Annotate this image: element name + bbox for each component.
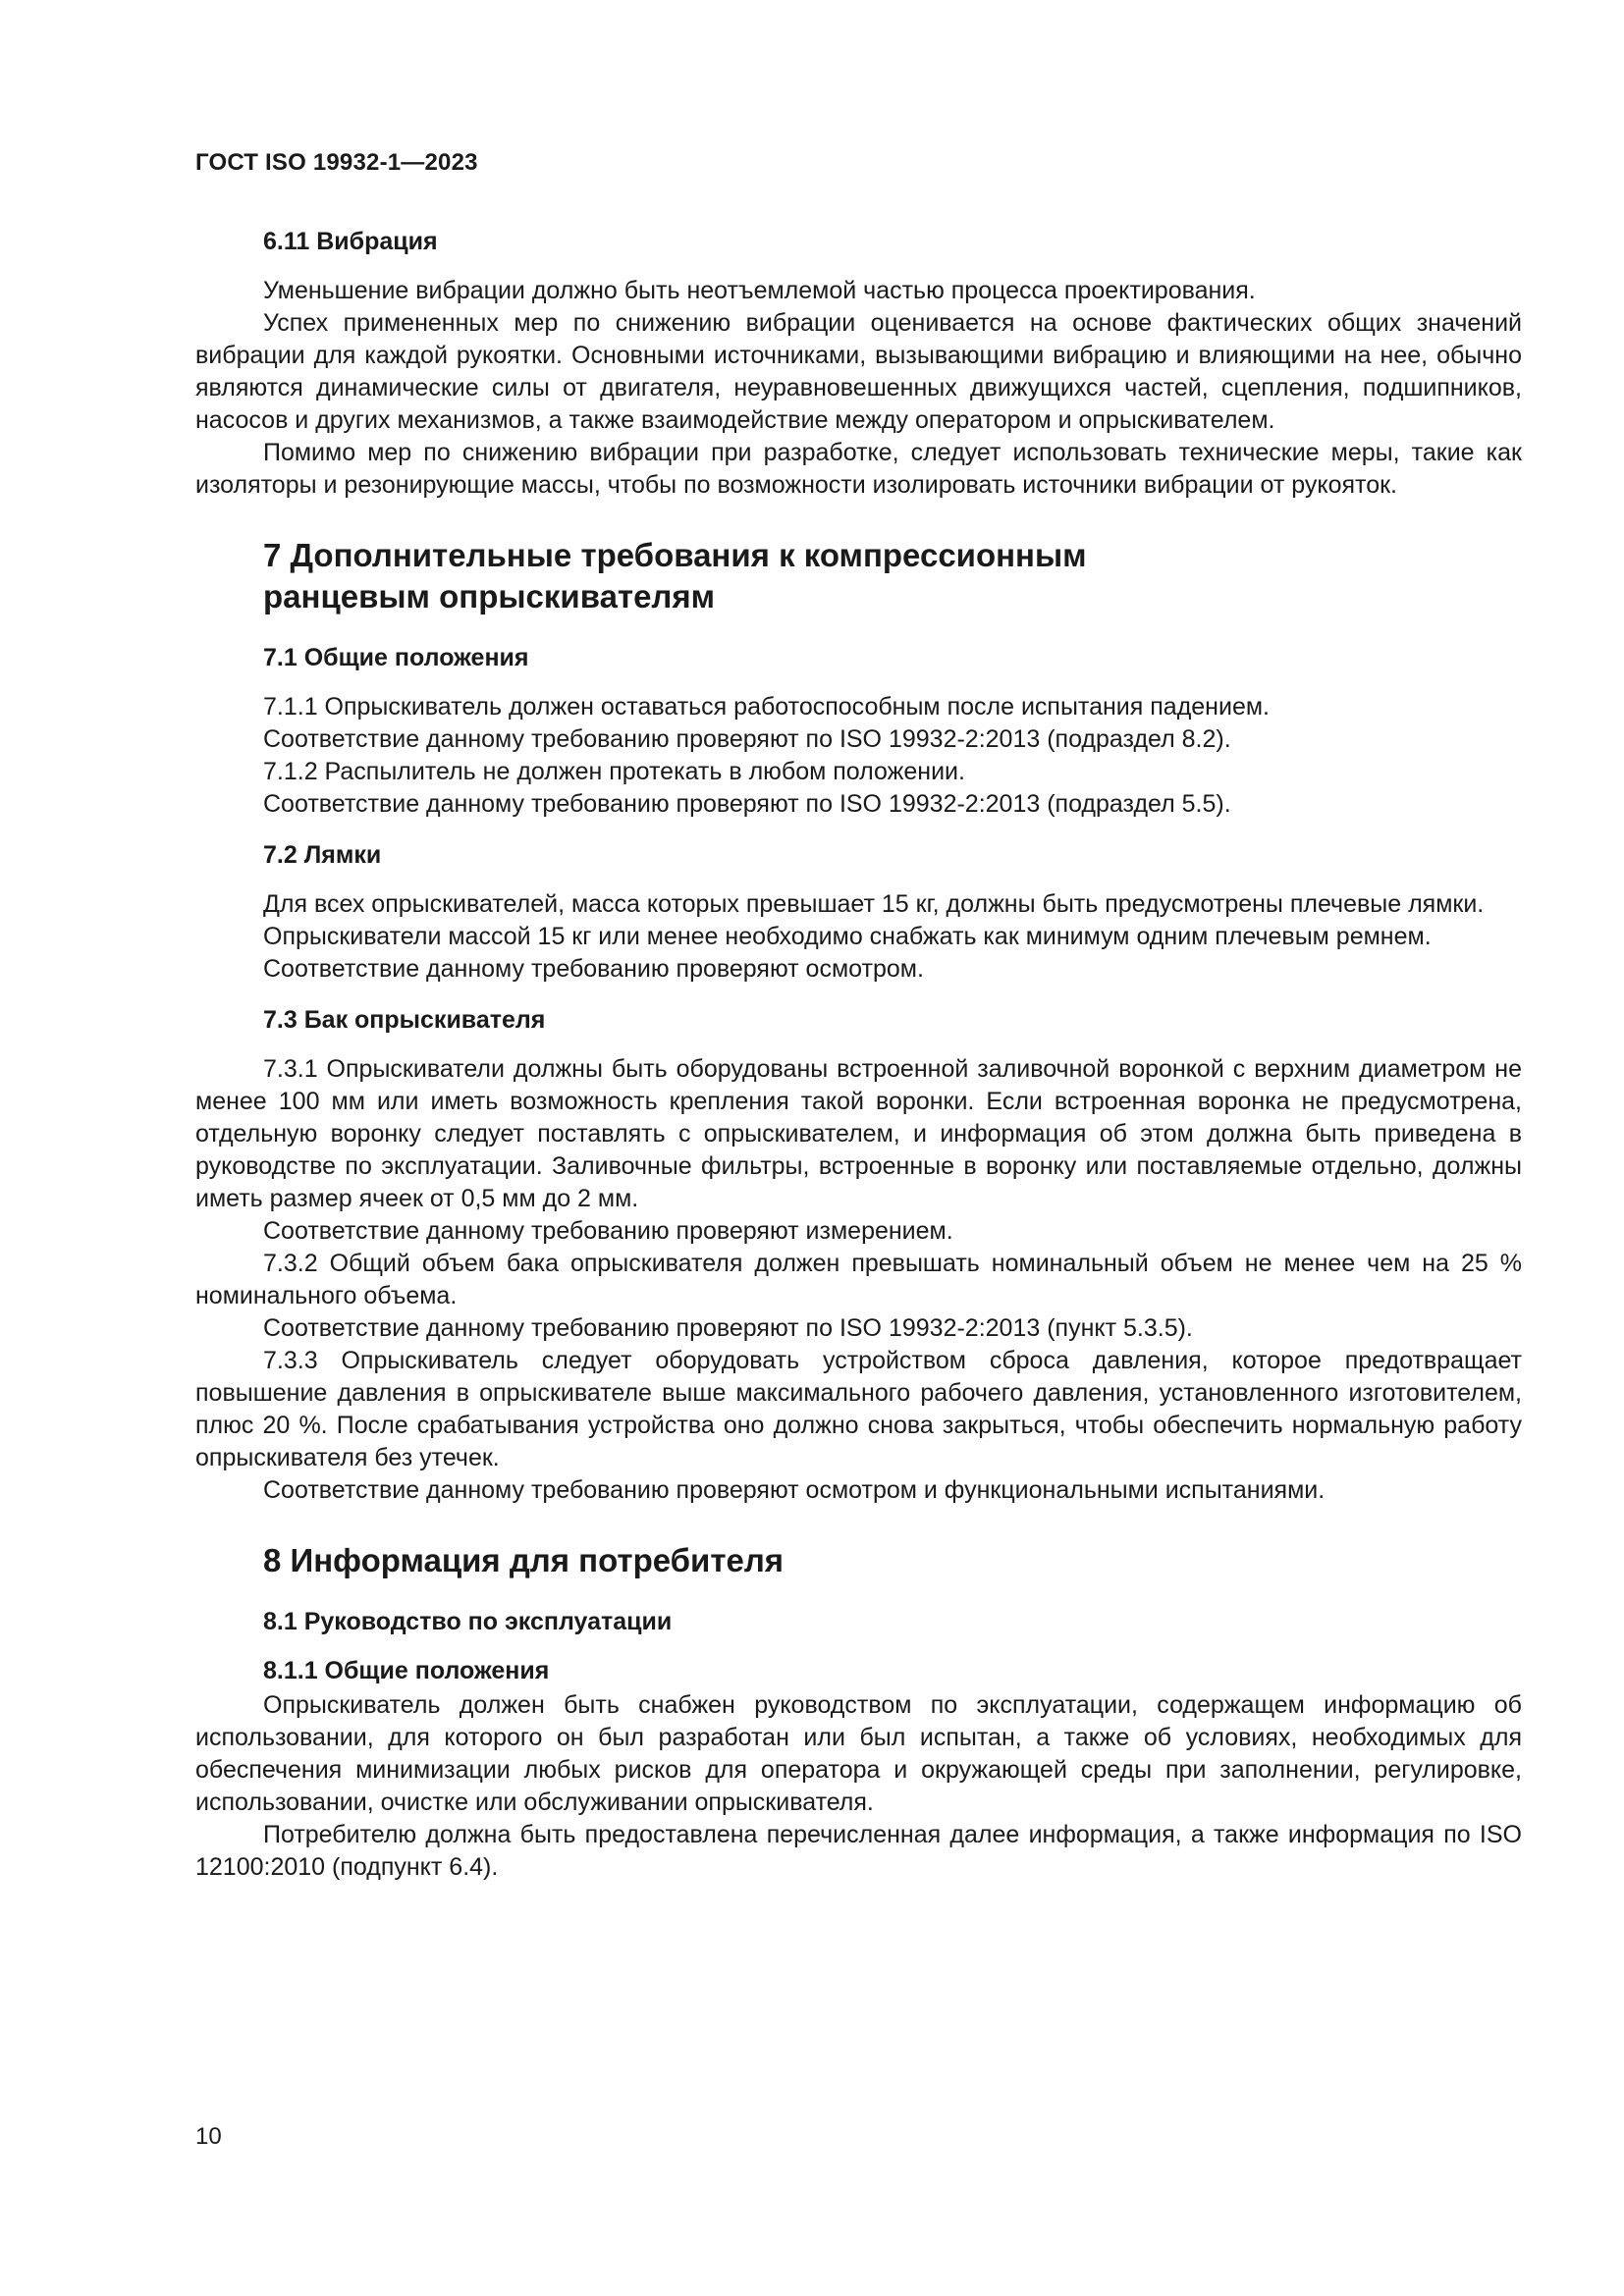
section-7-title [263,535,1522,617]
paragraph: 7.3.2 Общий объем бака опрыскивателя должен превышать номинальный объем не менее чем на 25 % номинального объема. [195,1250,1522,1309]
paragraph: Соответствие данному требованию проверяют осмотром и функциональными испытаниями. [263,1476,1326,1504]
page-number: 10 [195,2123,222,2150]
section-7-1-title: 7.1 Общие положения [263,644,529,671]
paragraph: 7.3.3 Опрыскиватель следует оборудовать устройством сброса давления, которое предотвращает повышение давления в опрыскивателе выше максимального рабочего давления, установленного изготовителем, плюс 20 %. После срабатывания устройства оно должно снова закрыться, чтобы обеспечить нормальную работу опрыскивателя без утечек. [195,1347,1522,1471]
paragraph: Соответствие данному требованию проверяют осмотром. [263,955,924,983]
paragraph: Соответствие данному требованию проверяют измерением. [263,1217,953,1245]
paragraph: Уменьшение вибрации должно быть неотъемлемой частью процесса проектирования. [263,277,1256,304]
paragraph: Соответствие данному требованию проверяют по ISO 19932-2:2013 (подраздел 5.5). [263,790,1231,818]
paragraph: Успех примененных мер по снижению вибрации оценивается на основе фактических общих значений вибрации для каждой рукоятки. Основными источниками, вызывающими вибрацию и влияющими на нее, обычно являются динамические силы от двигателя, неуравновешенных движущихся частей, сцепления, подшипников, насосов и других механизмов, а также взаимодействие между оператором и опрыскивателем. [195,309,1522,434]
paragraph: 7.3.1 Опрыскиватели должны быть оборудованы встроенной заливочной воронкой с верхним диаметром не менее 100 мм или иметь возможность крепления такой воронки. Если встроенная воронка не предусмотрена, отдельную воронку следует поставлять с опрыскивателем, и информация об этом должна быть приведена в руководстве по эксплуатации. Заливочные фильтры, встроенные в воронку или поставляемые отдельно, должны иметь размер ячеек от 0,5 мм до 2 мм. [195,1055,1522,1212]
section-8-1-title: 8.1 Руководство по эксплуатации [263,1608,673,1635]
paragraph: Опрыскиватель должен быть снабжен руководством по эксплуатации, содержащем информацию об использовании, для которого он был разработан или был испытан, а также об условиях, необходимых для обеспечения минимизации любых рисков для оператора и окружающей среды при заполнении, регулировке, использовании, очистке или обслуживании опрыскивателя. [195,1691,1522,1816]
paragraph: 7.1.2 Распылитель не должен протекать в любом положении. [263,758,965,785]
paragraph: Потребителю должна быть предоставлена перечисленная далее информация, а также информация по ISO 12100:2010 (подпункт 6.4). [195,1821,1522,1881]
section-7-title-line2: ранцевым опрыскивателям [263,578,716,614]
section-7-3-title: 7.3 Бак опрыскивателя [263,1006,546,1034]
section-6-11-title: 6.11 Вибрация [263,228,438,255]
section-8-title: 8 Информация для потребителя [263,1542,785,1578]
paragraph: Опрыскиватели массой 15 кг или менее необходимо снабжать как минимум одним плечевым ремнем. [263,923,1432,950]
section-8-1-1-title: 8.1.1 Общие положения [263,1657,550,1684]
paragraph: 7.1.1 Опрыскиватель должен оставаться работоспособным после испытания падением. [263,693,1270,721]
paragraph: Помимо мер по снижению вибрации при разработке, следует использовать технические меры, такие как изоляторы и резонирующие массы, чтобы по возможности изолировать источники вибрации от рукояток. [195,439,1522,499]
page-content [195,226,1522,1884]
standard-code-header: ГОСТ ISO 19932-1—2023 [195,149,478,176]
section-7-title-line1: 7 Дополнительные требования к компрессионным [263,537,1087,573]
section-7-2-title: 7.2 Лямки [263,841,382,869]
paragraph: Соответствие данному требованию проверяют по ISO 19932-2:2013 (подраздел 8.2). [263,725,1231,753]
paragraph: Соответствие данному требованию проверяют по ISO 19932-2:2013 (пункт 5.3.5). [263,1314,1193,1342]
paragraph: Для всех опрыскивателей, масса которых превышает 15 кг, должны быть предусмотрены плечевые лямки. [263,890,1485,918]
